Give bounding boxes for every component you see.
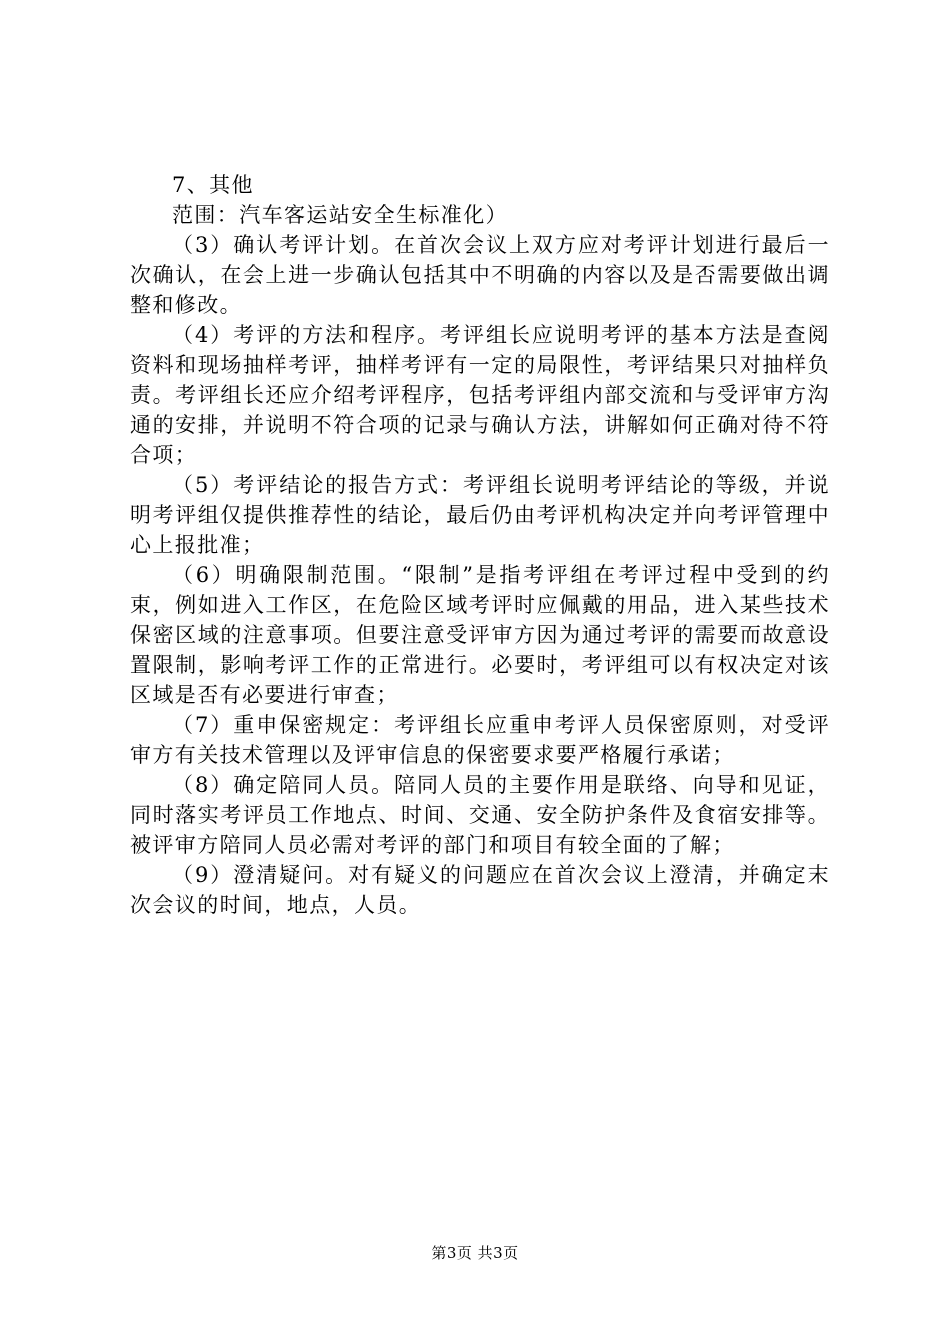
paragraph-item-8: （8）确定陪同人员。陪同人员的主要作用是联络、向导和见证，同时落实考评员工作地点、时间、交通、安全防护条件及食宿安排等。被评审方陪同人员必需对考评的部门和项目有较全面的了解； [130,773,830,857]
paragraph-item-5: （5）考评结论的报告方式：考评组长说明考评结论的等级，并说明考评组仅提供推荐性的结论，最后仍由考评机构决定并向考评管理中心上报批准； [130,473,830,557]
page-footer: 第3页 共3页 [431,1244,519,1262]
section-heading: 7、其他 [172,173,254,197]
paragraph-item-7: （7）重申保密规定：考评组长应重申考评人员保密原则，对受评审方有关技术管理以及评审信息的保密要求要严格履行承诺； [130,713,830,767]
paragraph-item-6: （6）明确限制范围。“限制”是指考评组在考评过程中受到的约束，例如进入工作区，在危险区域考评时应佩戴的用品，进入某些技术保密区域的注意事项。但要注意受评审方因为通过考评的需要而故意设置限制，影响考评工作的正常进行。必要时，考评组可以有权决定对该区域是否有必要进行审查； [130,563,830,707]
paragraph-item-9: （9）澄清疑问。对有疑义的问题应在首次会议上澄清，并确定末次会议的时间，地点，人员。 [130,863,830,917]
scope-line: 范围：汽车客运站安全生标准化） [172,203,508,227]
paragraph-item-4: （4）考评的方法和程序。考评组长应说明考评的基本方法是查阅资料和现场抽样考评，抽样考评有一定的局限性，考评结果只对抽样负责。考评组长还应介绍考评程序，包括考评组内部交流和与受评审方沟通的安排，并说明不符合项的记录与确认方法，讲解如何正确对待不符合项； [130,323,830,467]
paragraph-item-3: （3）确认考评计划。在首次会议上双方应对考评计划进行最后一次确认，在会上进一步确认包括其中不明确的内容以及是否需要做出调整和修改。 [130,233,830,317]
document-body [130,170,830,920]
